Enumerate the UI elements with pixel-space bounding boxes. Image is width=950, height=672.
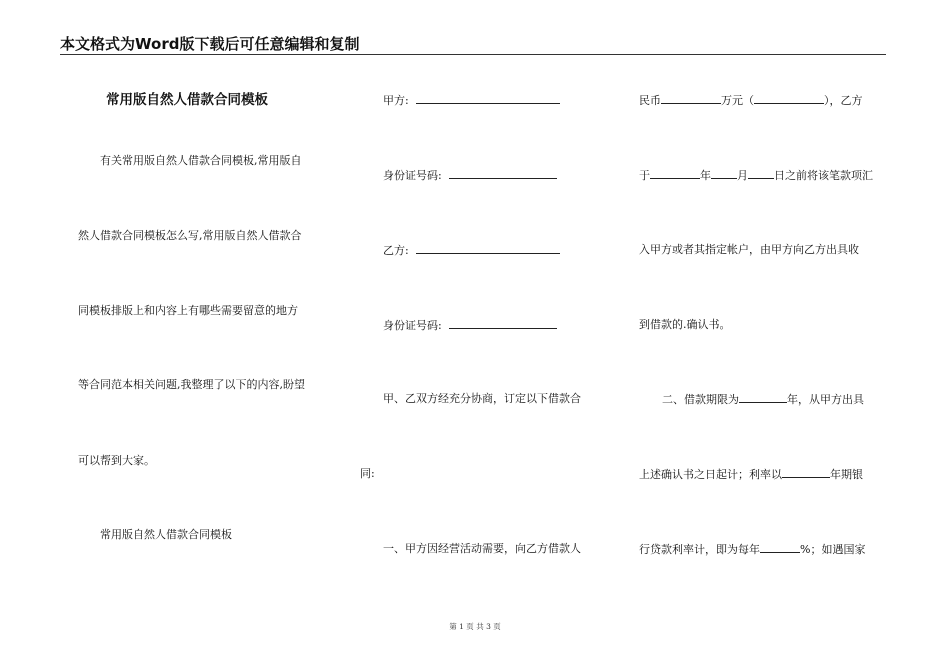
page-number: 第 1 页 共 3 页 bbox=[449, 622, 501, 631]
text-run: 年 bbox=[700, 169, 711, 182]
rate-percent-line bbox=[639, 542, 865, 557]
contract-title: 常用版自然人借款合同模板 bbox=[106, 92, 268, 108]
amount-blank bbox=[661, 93, 721, 104]
month-blank bbox=[711, 168, 737, 179]
section-heading: 常用版自然人借款合同模板 bbox=[100, 528, 232, 541]
party-b-label: 乙方: bbox=[383, 244, 409, 257]
id-a-line bbox=[383, 168, 557, 183]
banner-divider bbox=[60, 54, 886, 55]
text-run: 年期银 bbox=[830, 468, 863, 481]
document-banner: 本文格式为Word版下载后可任意编辑和复制 bbox=[60, 35, 360, 53]
id-a-blank bbox=[449, 168, 557, 179]
text-run: 日之前将该笔款项汇 bbox=[774, 169, 873, 182]
rate-line bbox=[639, 467, 863, 482]
party-a-line bbox=[383, 93, 560, 108]
text-run: 民币 bbox=[639, 94, 661, 107]
amount-words-blank bbox=[754, 93, 824, 104]
id-b-label: 身份证号码: bbox=[383, 319, 442, 332]
id-b-blank bbox=[449, 318, 557, 329]
paragraph-line: 甲、乙双方经充分协商，订定以下借款合 bbox=[383, 392, 581, 405]
text-run: 万元（ bbox=[721, 94, 754, 107]
date-line bbox=[639, 168, 873, 183]
paragraph-line: 到借款的.确认书。 bbox=[639, 318, 731, 331]
year-blank bbox=[650, 168, 700, 179]
paragraph-line: 入甲方或者其指定帐户，由甲方向乙方出具收 bbox=[639, 243, 859, 256]
text-run: 上述确认书之日起计；利率以 bbox=[639, 468, 782, 481]
text-run: 二、借款期限为 bbox=[662, 393, 739, 406]
paragraph-line: 同模板排版上和内容上有哪些需要留意的地方 bbox=[78, 304, 298, 317]
text-run: ），乙方 bbox=[824, 94, 863, 107]
paragraph-line: 等合同范本相关问题,我整理了以下的内容,盼望 bbox=[78, 378, 305, 391]
paragraph-line: 同: bbox=[360, 467, 375, 480]
paragraph-line: 然人借款合同模板怎么写,常用版自然人借款合 bbox=[78, 229, 302, 242]
id-a-label: 身份证号码: bbox=[383, 169, 442, 182]
text-run: 月 bbox=[737, 169, 748, 182]
text-run: 行贷款利率计，即为每年 bbox=[639, 543, 760, 556]
percent-blank bbox=[760, 542, 800, 553]
paragraph-line: 有关常用版自然人借款合同模板,常用版自 bbox=[100, 154, 302, 167]
day-blank bbox=[748, 168, 774, 179]
id-b-line bbox=[383, 318, 557, 333]
paragraph-line: 可以帮到大家。 bbox=[78, 454, 155, 467]
term-line bbox=[662, 392, 864, 407]
clause-1-line: 一、甲方因经营活动需要，向乙方借款人 bbox=[383, 542, 581, 555]
party-b-line bbox=[383, 243, 560, 258]
term-blank bbox=[739, 392, 787, 403]
party-a-blank bbox=[416, 93, 560, 104]
party-a-label: 甲方: bbox=[383, 94, 409, 107]
party-b-blank bbox=[416, 243, 560, 254]
rate-term-blank bbox=[782, 467, 830, 478]
text-run: %；如遇国家 bbox=[800, 543, 866, 556]
amount-line bbox=[639, 93, 863, 108]
text-run: 于 bbox=[639, 169, 650, 182]
text-run: 年，从甲方出具 bbox=[787, 393, 864, 406]
